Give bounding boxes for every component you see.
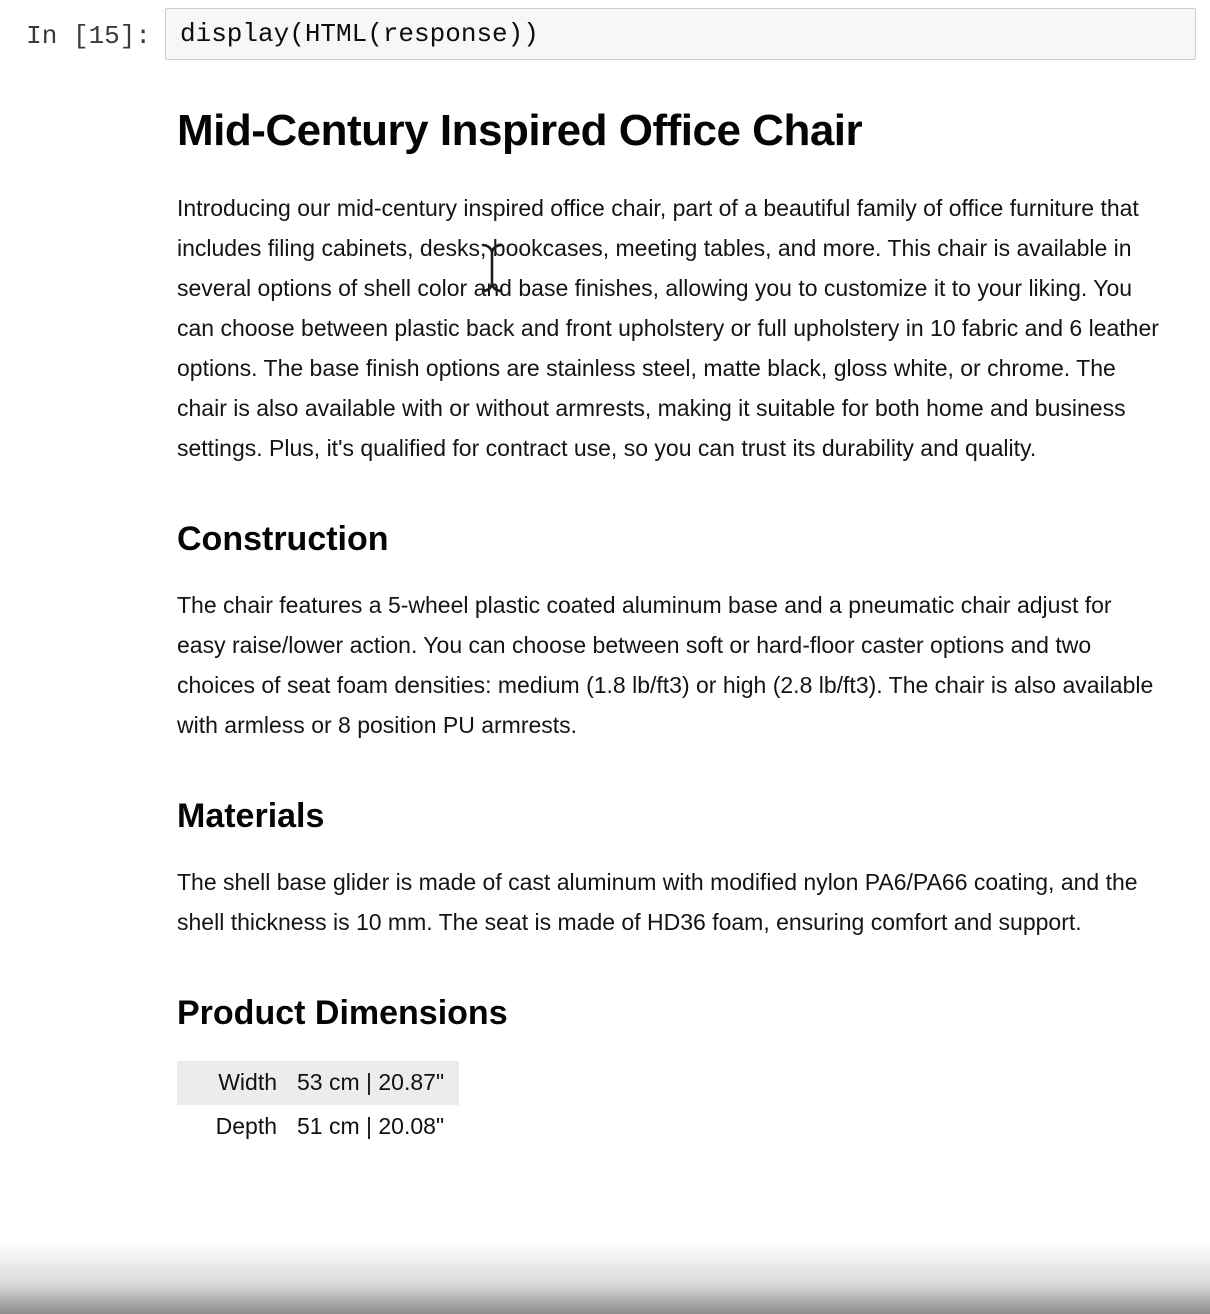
section-heading-dimensions: Product Dimensions: [177, 993, 508, 1032]
product-title: Mid-Century Inspired Office Chair: [177, 106, 863, 155]
section-heading-materials: Materials: [177, 796, 325, 835]
table-row: [177, 1061, 459, 1105]
code-cell[interactable]: [0, 0, 1210, 60]
dimensions-table: [177, 1061, 459, 1149]
code-input[interactable]: [165, 8, 1196, 60]
table-row: [177, 1105, 459, 1149]
dimension-label: Width: [218, 1069, 277, 1096]
product-intro: Introducing our mid-century inspired office chair, part of a beautiful family of office furniture that includes filing cabinets, desks, bookcases, meeting tables, and more. This chair is available in several options of shell color and base finishes, allowing you to customize it to your liking. You can choose between plastic back and front upholstery or full upholstery in 10 fabric and 6 leather options. The base finish options are stainless steel, matte black, gloss white, or chrome. The chair is also available with or without armrests, making it suitable for both home and business settings. Plus, it's qualified for contract use, so you can trust its durability and quality.: [177, 194, 1159, 461]
section-heading-construction: Construction: [177, 519, 389, 558]
construction-text: The chair features a 5-wheel plastic coated aluminum base and a pneumatic chair adjust for easy raise/lower action. You can choose between soft or hard-floor caster options and two choices of seat foam densities: medium (1.8 lb/ft3) or high (2.8 lb/ft3). The chair is also available with armless or 8 position PU armrests.: [177, 591, 1154, 738]
dimension-value: 53 cm | 20.87": [297, 1069, 445, 1096]
code-text[interactable]: display(HTML(response)): [180, 19, 539, 49]
dimension-value: 51 cm | 20.08": [297, 1113, 445, 1140]
materials-text: The shell base glider is made of cast aluminum with modified nylon PA6/PA66 coating, and the shell thickness is 10 mm. The seat is made of HD36 foam, ensuring comfort and support.: [177, 868, 1138, 935]
dimension-label: Depth: [215, 1113, 277, 1140]
cell-prompt: In [15]:: [26, 21, 151, 51]
output-area: [177, 106, 1162, 1149]
